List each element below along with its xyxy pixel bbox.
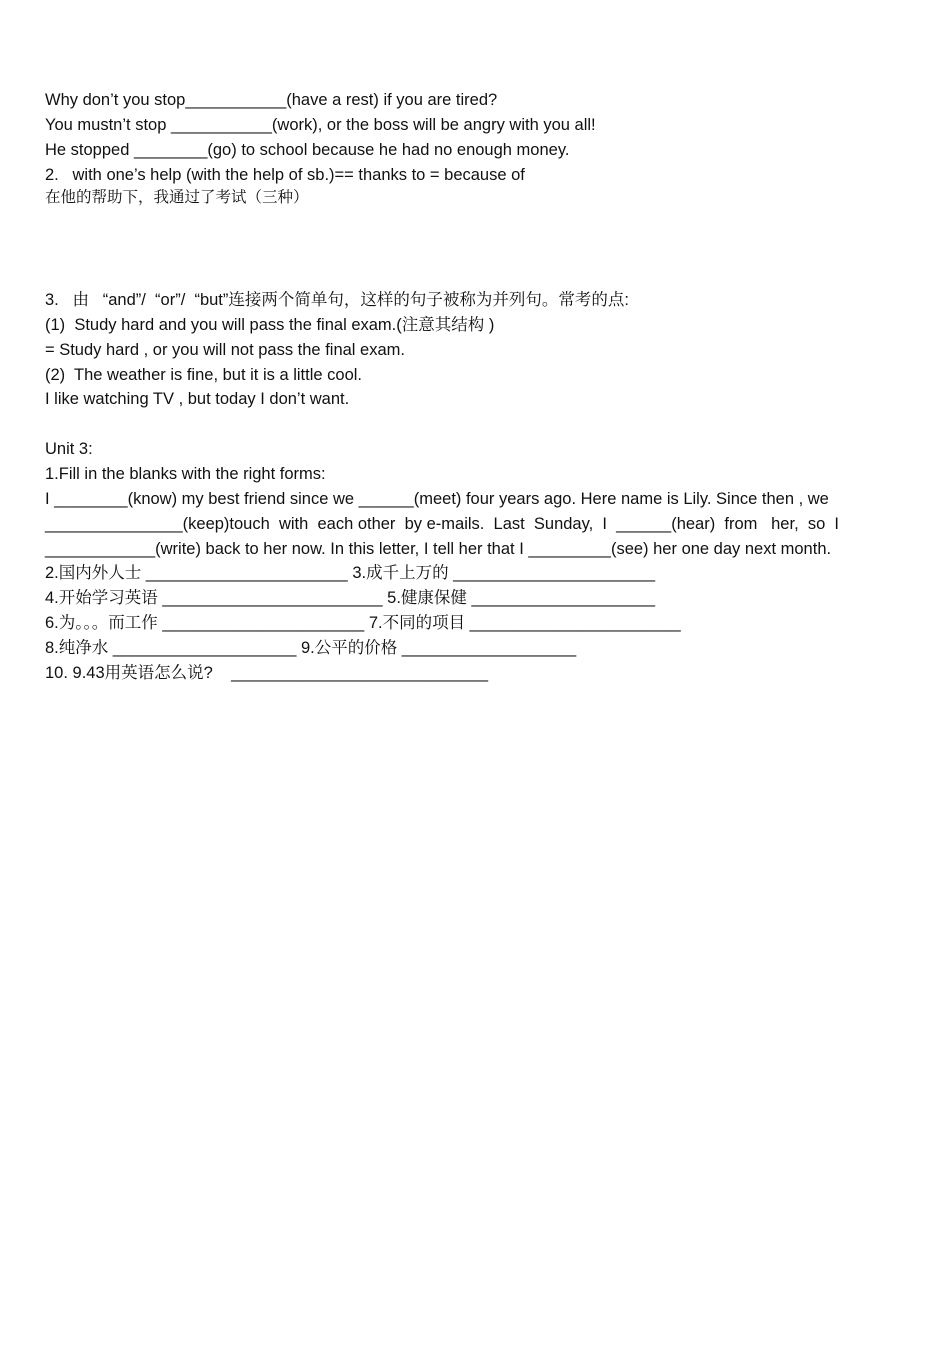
phrase-row-10: 10. 9.43用英语怎么说? ____________________________ <box>45 664 489 682</box>
phrase-row-6-7: 6.为。。。而工作 ______________________ 7.不同的项目 _______________________ <box>45 614 681 632</box>
fill-blank-line-2: _______________(keep)touch with each other by e-mails. Last Sunday, I ______(hear) from her, so I <box>45 515 839 533</box>
phrase-row-2-3: 2.国内外人士 ______________________ 3.成千上万的 ______________________ <box>45 564 656 582</box>
point-2-translation: 在他的帮助下，我通过了考试（三种） <box>45 188 309 206</box>
point-2-heading: 2. with one’s help (with the help of sb.)== thanks to = because of <box>45 166 525 184</box>
phrase-row-4-5: 4.开始学习英语 ________________________ 5.健康保健 ____________________ <box>45 589 656 607</box>
point-3-example-2: (2) The weather is fine, but it is a little cool. <box>45 366 363 384</box>
exercise-line-stopped-go: He stopped ________(go) to school because he had no enough money. <box>45 141 570 159</box>
point-3-example-1: (1) Study hard and you will pass the final exam.(注意其结构 ) <box>45 316 495 334</box>
fill-blank-line-3: ____________(write) back to her now. In this letter, I tell her that I _________(see) her one day next month. <box>45 540 832 558</box>
exercise-line-stop-work: You mustn’t stop ___________(work), or the boss will be angry with you all! <box>45 116 596 134</box>
point-3-example-1-alt: = Study hard , or you will not pass the final exam. <box>45 341 405 359</box>
unit-3-task-1: 1.Fill in the blanks with the right forms: <box>45 465 326 483</box>
point-3-heading: 3. 由 “and”/ “or”/ “but”连接两个简单句，这样的句子被称为并列句。常考的点: <box>45 291 629 309</box>
fill-blank-line-1: I ________(know) my best friend since we ______(meet) four years ago. Here name is Lily. Since then , we <box>45 490 829 508</box>
point-3-example-2-alt: I like watching TV , but today I don’t want. <box>45 390 350 408</box>
exercise-line-stop-rest: Why don’t you stop___________(have a rest) if you are tired? <box>45 91 498 109</box>
phrase-row-8-9: 8.纯净水 ____________________ 9.公平的价格 ___________________ <box>45 639 577 657</box>
unit-3-heading: Unit 3: <box>45 440 93 458</box>
